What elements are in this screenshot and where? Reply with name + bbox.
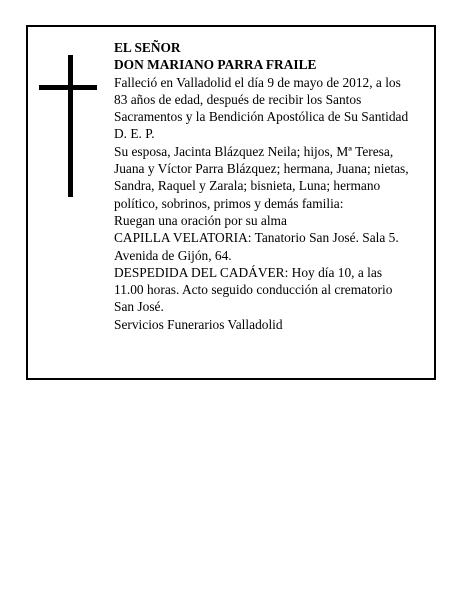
notice-line: Sacramentos y la Bendición Apostólica de Su Santidad xyxy=(114,109,409,125)
notice-line: Sandra, Raquel y Zarala; bisnieta, Luna; hermano xyxy=(114,178,381,194)
notice-line: Ruegan una oración por su alma xyxy=(114,212,287,228)
notice-line: político, sobrinos, primos y demás familia: xyxy=(114,195,344,211)
cross-vertical-bar xyxy=(68,55,73,197)
notice-line: CAPILLA VELATORIA: Tanatorio San José. Sala 5. xyxy=(114,230,399,246)
cross-horizontal-bar xyxy=(39,85,97,90)
notice-line: Su esposa, Jacinta Blázquez Neila; hijos, Mª Teresa, xyxy=(114,143,394,159)
deceased-name: DON MARIANO PARRA FRAILE xyxy=(114,57,317,73)
notice-line: 83 años de edad, después de recibir los Santos xyxy=(114,91,362,107)
notice-line: Juana y Víctor Parra Blázquez; hermana, Juana; nietas, xyxy=(114,161,409,177)
notice-line: San José. xyxy=(114,299,164,315)
notice-line: Avenida de Gijón, 64. xyxy=(114,247,232,263)
notice-text xyxy=(114,39,426,333)
obituary-notice xyxy=(26,25,436,380)
notice-line: 11.00 horas. Acto seguido conducción al crematorio xyxy=(114,282,393,298)
notice-line: Servicios Funerarios Valladolid xyxy=(114,316,283,332)
notice-line: DESPEDIDA DEL CADÁVER: Hoy día 10, a las xyxy=(114,264,383,280)
notice-line: D. E. P. xyxy=(114,126,155,142)
notice-line: Falleció en Valladolid el día 9 de mayo de 2012, a los xyxy=(114,74,401,90)
notice-heading-title: EL SEÑOR xyxy=(114,40,181,55)
